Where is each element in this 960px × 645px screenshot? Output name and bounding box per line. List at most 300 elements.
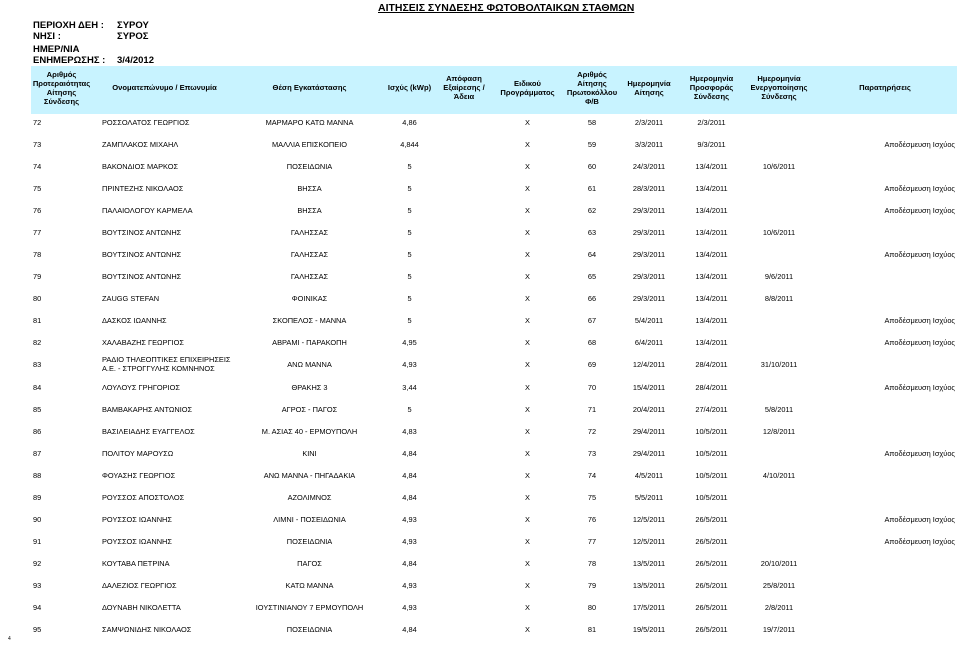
table-row xyxy=(31,467,957,483)
notes xyxy=(813,555,957,571)
offer-date: 13/4/2011 xyxy=(695,315,728,325)
notes xyxy=(813,489,957,505)
application-date: 17/5/2011 xyxy=(632,602,666,612)
activation-date: 9/6/2011 xyxy=(764,271,794,281)
header-row xyxy=(31,66,957,109)
application-date: 28/3/2011 xyxy=(632,183,666,193)
protocol-number: 60 xyxy=(587,161,597,171)
col-header-notes: Παρατηρήσεις xyxy=(813,66,957,109)
notes xyxy=(813,158,957,174)
activation-date: 31/10/2011 xyxy=(760,360,798,369)
exemption-decision xyxy=(437,401,491,417)
notes xyxy=(813,577,957,593)
application-date: 12/5/2011 xyxy=(632,536,666,546)
exemption-decision xyxy=(437,180,491,196)
special-program-mark: Χ xyxy=(525,205,530,215)
application-date: 4/5/2011 xyxy=(634,470,664,480)
col-header-protocol-number: Αριθμός Αίτησης Πρωτοκόλλου Φ/Β xyxy=(564,66,620,109)
table-row xyxy=(31,533,957,549)
activation-date xyxy=(745,445,813,461)
installation-location: ΓΑΛΗΣΣΑΣ xyxy=(290,227,329,237)
protocol-number: 61 xyxy=(587,183,597,193)
exemption-decision xyxy=(437,312,491,328)
offer-date: 10/5/2011 xyxy=(695,426,728,436)
power-kwp: 5 xyxy=(407,271,412,281)
power-kwp: 4,84 xyxy=(402,492,417,502)
installation-location: ΒΗΣΣΑ xyxy=(297,205,322,215)
applicant-name: ΛΟΥΛΟΥΣ ΓΡΗΓΟΡΙΟΣ xyxy=(102,382,180,392)
row-number: 86 xyxy=(33,426,42,436)
special-program-mark: Χ xyxy=(525,536,530,546)
installation-location: ΠΟΣΕΙΔΩΝΙΑ xyxy=(286,536,333,546)
special-program-mark: Χ xyxy=(525,580,530,590)
installation-location: Μ. ΑΣΙΑΣ 40 - ΕΡΜΟΥΠΟΛΗ xyxy=(261,426,358,436)
table-row xyxy=(31,334,957,350)
offer-date: 26/5/2011 xyxy=(695,558,728,568)
table-row xyxy=(31,489,957,505)
power-kwp: 5 xyxy=(407,161,412,171)
applicant-name: ΔΑΣΚΟΣ ΙΩΑΝΝΗΣ xyxy=(102,315,167,325)
protocol-number: 67 xyxy=(587,315,597,325)
row-number: 81 xyxy=(33,315,42,325)
activation-date xyxy=(745,489,813,505)
protocol-number: 69 xyxy=(587,360,597,369)
offer-date: 10/5/2011 xyxy=(695,448,728,458)
special-program-mark: Χ xyxy=(525,227,530,237)
installation-location: ΚΑΤΩ ΜΑΝΝΑ xyxy=(285,580,334,590)
application-date: 24/3/2011 xyxy=(632,161,666,171)
protocol-number: 58 xyxy=(587,117,597,127)
special-program-mark: Χ xyxy=(525,426,530,436)
activation-date xyxy=(745,114,813,130)
notes xyxy=(813,356,957,373)
table-row xyxy=(31,158,957,174)
installation-location: ΜΑΡΜΑΡΟ ΚΑΤΩ ΜΑΝΝΑ xyxy=(265,117,354,127)
table-row xyxy=(31,555,957,571)
installation-location: ΑΒΡΑΜΙ - ΠΑΡΑΚΟΠΗ xyxy=(272,337,347,347)
offer-date: 27/4/2011 xyxy=(695,404,728,414)
exemption-decision xyxy=(437,202,491,218)
applicant-name: ΖΑΜΠΛΑΚΟΣ ΜΙΧΑΗΛ xyxy=(102,139,179,149)
table-body xyxy=(31,114,957,637)
table-row xyxy=(31,180,957,196)
protocol-number: 77 xyxy=(587,536,597,546)
special-program-mark: Χ xyxy=(525,448,530,458)
exemption-decision xyxy=(437,224,491,240)
protocol-number: 72 xyxy=(587,426,597,436)
applicant-name: ΡΟΥΣΣΟΣ ΑΠΟΣΤΟΛΟΣ xyxy=(102,492,185,502)
application-date: 29/3/2011 xyxy=(632,249,666,259)
application-date: 12/4/2011 xyxy=(632,360,666,369)
protocol-number: 63 xyxy=(587,227,597,237)
power-kwp: 4,844 xyxy=(400,139,419,149)
offer-date: 10/5/2011 xyxy=(695,470,728,480)
power-kwp: 4,95 xyxy=(402,337,417,347)
application-date: 29/4/2011 xyxy=(632,448,666,458)
application-date: 29/4/2011 xyxy=(632,426,666,436)
table-row xyxy=(31,290,957,306)
row-number: 89 xyxy=(33,492,42,502)
row-number: 87 xyxy=(33,448,42,458)
application-date: 19/5/2011 xyxy=(632,624,666,634)
protocol-number: 73 xyxy=(587,448,597,458)
applicant-name: ΡΟΣΣΟΛΑΤΟΣ ΓΕΩΡΓΙΟΣ xyxy=(102,117,190,127)
offer-date: 13/4/2011 xyxy=(695,227,728,237)
row-number: 90 xyxy=(33,514,42,524)
power-kwp: 5 xyxy=(407,315,412,325)
island-label: ΝΗΣΙ : xyxy=(33,31,61,42)
protocol-number: 64 xyxy=(587,249,597,259)
application-date: 13/5/2011 xyxy=(632,558,666,568)
exemption-decision xyxy=(437,246,491,262)
applicant-name: ΒΟΥΤΣΙΝΟΣ ΑΝΤΩΝΗΣ xyxy=(102,271,182,281)
power-kwp: 4,84 xyxy=(402,558,417,568)
col-header-application-date: Ημερομηνία Αίτησης xyxy=(620,66,678,109)
notes: Αποδέσμευση Ισχύος xyxy=(884,448,955,458)
installation-location: ΓΑΛΗΣΣΑΣ xyxy=(290,271,329,281)
protocol-number: 66 xyxy=(587,293,597,303)
exemption-decision xyxy=(437,577,491,593)
notes: Αποδέσμευση Ισχύος xyxy=(884,337,955,347)
application-date: 29/3/2011 xyxy=(632,271,666,281)
offer-date: 26/5/2011 xyxy=(695,536,728,546)
offer-date: 13/4/2011 xyxy=(695,161,728,171)
table-row xyxy=(31,202,957,218)
row-number: 74 xyxy=(33,161,42,171)
row-number: 88 xyxy=(33,470,42,480)
notes: Αποδέσμευση Ισχύος xyxy=(884,205,955,215)
special-program-mark: Χ xyxy=(525,139,530,149)
notes xyxy=(813,268,957,284)
application-date: 20/4/2011 xyxy=(632,404,666,414)
row-number: 93 xyxy=(33,580,42,590)
special-program-mark: Χ xyxy=(525,624,530,634)
table-row xyxy=(31,136,957,152)
date-label-line2: ΕΝΗΜΕΡΩΣΗΣ : xyxy=(33,55,106,66)
installation-location: ΑΖΟΛΙΜΝΟΣ xyxy=(287,492,332,502)
power-kwp: 5 xyxy=(407,205,412,215)
notes xyxy=(813,599,957,615)
col-header-power: Ισχύς (kWp) xyxy=(382,66,437,109)
notes: Αποδέσμευση Ισχύος xyxy=(884,514,955,524)
table-row xyxy=(31,599,957,615)
table-row xyxy=(31,114,957,130)
offer-date: 13/4/2011 xyxy=(695,183,728,193)
row-number: 85 xyxy=(33,404,42,414)
applicant-name: ΒΟΥΤΣΙΝΟΣ ΑΝΤΩΝΗΣ xyxy=(102,227,182,237)
activation-date xyxy=(745,202,813,218)
power-kwp: 4,93 xyxy=(402,580,417,590)
special-program-mark: Χ xyxy=(525,602,530,612)
offer-date: 13/4/2011 xyxy=(695,337,728,347)
applicant-name: ΡΟΥΣΣΟΣ ΙΩΑΝΝΗΣ xyxy=(102,514,172,524)
application-date: 29/3/2011 xyxy=(632,205,666,215)
row-number: 77 xyxy=(33,227,42,237)
application-date: 15/4/2011 xyxy=(632,382,666,392)
application-date: 12/5/2011 xyxy=(632,514,666,524)
exemption-decision xyxy=(437,467,491,483)
installation-location: ΑΝΩ ΜΑΝΝΑ - ΠΗΓΑΔΑΚΙΑ xyxy=(263,470,356,480)
exemption-decision xyxy=(437,356,491,373)
application-date: 2/3/2011 xyxy=(634,117,664,127)
special-program-mark: Χ xyxy=(525,514,530,524)
special-program-mark: Χ xyxy=(525,404,530,414)
exemption-decision xyxy=(437,136,491,152)
protocol-number: 59 xyxy=(587,139,597,149)
notes xyxy=(813,621,957,637)
row-number: 92 xyxy=(33,558,42,568)
offer-date: 26/5/2011 xyxy=(695,580,728,590)
activation-date xyxy=(745,379,813,395)
notes: Αποδέσμευση Ισχύος xyxy=(884,382,955,392)
activation-date: 20/10/2011 xyxy=(760,558,798,568)
power-kwp: 5 xyxy=(407,183,412,193)
special-program-mark: Χ xyxy=(525,337,530,347)
exemption-decision xyxy=(437,334,491,350)
notes: Αποδέσμευση Ισχύος xyxy=(884,536,955,546)
installation-location: ΠΟΣΕΙΔΩΝΙΑ xyxy=(286,624,333,634)
activation-date xyxy=(745,533,813,549)
special-program-mark: Χ xyxy=(525,315,530,325)
installation-location: ΛΙΜΝΙ - ΠΟΣΕΙΔΩΝΙΑ xyxy=(273,514,346,524)
installation-location: ΓΑΛΗΣΣΑΣ xyxy=(290,249,329,259)
activation-date xyxy=(745,312,813,328)
application-date: 3/3/2011 xyxy=(634,139,664,149)
activation-date: 8/8/2011 xyxy=(764,293,794,303)
applicant-name: ΡΑΔΙΟ ΤΗΛΕΟΠΤΙΚΕΣ ΕΠΙΧΕΙΡΗΣΕΙΣ Α.Ε. - ΣΤΡΟΓΓΥΛΗΣ ΚΟΜΝΗΝΟΣ xyxy=(102,355,231,373)
special-program-mark: Χ xyxy=(525,161,530,171)
row-number: 95 xyxy=(33,624,42,634)
table-row xyxy=(31,577,957,593)
installation-location: ΜΑΛΛΙΑ ΕΠΙΣΚΟΠΕΙΟ xyxy=(272,139,347,149)
protocol-number: 68 xyxy=(587,337,597,347)
activation-date xyxy=(745,246,813,262)
offer-date: 13/4/2011 xyxy=(695,293,728,303)
table-row xyxy=(31,246,957,262)
protocol-number: 79 xyxy=(587,580,597,590)
activation-date: 10/6/2011 xyxy=(762,161,796,171)
special-program-mark: Χ xyxy=(525,382,530,392)
activation-date xyxy=(745,511,813,527)
applicant-name: ΧΑΛΑΒΑΖΗΣ ΓΕΩΡΓΙΟΣ xyxy=(102,337,184,347)
activation-date: 12/8/2011 xyxy=(762,426,796,436)
row-number: 84 xyxy=(33,382,42,392)
row-number: 73 xyxy=(33,139,42,149)
applicant-name: ZAUGG STEFAN xyxy=(102,293,160,303)
notes: Αποδέσμευση Ισχύος xyxy=(884,249,955,259)
installation-location: ΙΟΥΣΤΙΝΙΑΝΟΥ 7 ΕΡΜΟΥΠΟΛΗ xyxy=(255,602,364,612)
applicant-name: ΡΟΥΣΣΟΣ ΙΩΑΝΝΗΣ xyxy=(102,536,172,546)
special-program-mark: Χ xyxy=(525,470,530,480)
exemption-decision xyxy=(437,290,491,306)
table-row xyxy=(31,423,957,439)
special-program-mark: Χ xyxy=(525,360,530,369)
offer-date: 2/3/2011 xyxy=(697,117,726,127)
application-date: 13/5/2011 xyxy=(632,580,666,590)
row-number: 75 xyxy=(33,183,42,193)
special-program-mark: Χ xyxy=(525,249,530,259)
notes xyxy=(813,401,957,417)
activation-date xyxy=(745,136,813,152)
applicant-name: ΚΟΥΤΑΒΑ ΠΕΤΡΙΝΑ xyxy=(102,558,170,568)
exemption-decision xyxy=(437,511,491,527)
protocol-number: 65 xyxy=(587,271,597,281)
offer-date: 13/4/2011 xyxy=(695,271,728,281)
page-number: 4 xyxy=(8,636,11,642)
table-row xyxy=(31,268,957,284)
region-label: ΠΕΡΙΟΧΗ ΔΕΗ : xyxy=(33,20,104,31)
power-kwp: 5 xyxy=(407,293,412,303)
offer-date: 26/5/2011 xyxy=(695,624,728,634)
power-kwp: 5 xyxy=(407,404,412,414)
application-date: 5/4/2011 xyxy=(634,315,664,325)
row-number: 72 xyxy=(33,117,42,127)
special-program-mark: Χ xyxy=(525,183,530,193)
row-number: 83 xyxy=(33,360,42,369)
installation-location: ΒΗΣΣΑ xyxy=(297,183,322,193)
power-kwp: 5 xyxy=(407,227,412,237)
notes xyxy=(813,224,957,240)
row-number: 91 xyxy=(33,536,42,546)
activation-date xyxy=(745,180,813,196)
offer-date: 26/5/2011 xyxy=(695,602,728,612)
special-program-mark: Χ xyxy=(525,293,530,303)
activation-date: 4/10/2011 xyxy=(762,470,796,480)
exemption-decision xyxy=(437,379,491,395)
protocol-number: 62 xyxy=(587,205,597,215)
table-row xyxy=(31,379,957,395)
activation-date: 5/8/2011 xyxy=(764,404,794,414)
exemption-decision xyxy=(437,445,491,461)
power-kwp: 3,44 xyxy=(402,382,417,392)
offer-date: 28/4/2011 xyxy=(695,360,728,369)
activation-date xyxy=(745,334,813,350)
col-header-exemption: Απόφαση Εξαίρεσης / Άδεια xyxy=(437,66,491,109)
notes xyxy=(813,114,957,130)
document-title: ΑΙΤΗΣΕΙΣ ΣΥΝΔΕΣΗΣ ΦΩΤΟΒΟΛΤΑΙΚΩΝ ΣΤΑΘΜΩΝ xyxy=(378,2,635,14)
power-kwp: 4,93 xyxy=(402,514,417,524)
application-date: 29/3/2011 xyxy=(632,227,666,237)
update-date-block xyxy=(33,44,154,66)
row-number: 80 xyxy=(33,293,42,303)
offer-date: 13/4/2011 xyxy=(695,205,728,215)
exemption-decision xyxy=(437,489,491,505)
notes xyxy=(813,467,957,483)
installation-location: ΦΟΙΝΙΚΑΣ xyxy=(291,293,328,303)
special-program-mark: Χ xyxy=(525,271,530,281)
row-number: 76 xyxy=(33,205,42,215)
date-label-line1: ΗΜΕΡ/ΝΙΑ xyxy=(33,44,80,55)
exemption-decision xyxy=(437,533,491,549)
installation-location: ΣΚΟΠΕΛΟΣ - ΜΑΝΝΑ xyxy=(272,315,347,325)
notes xyxy=(813,423,957,439)
installation-location: ΑΓΡΟΣ - ΠΑΓΟΣ xyxy=(281,404,338,414)
row-number: 82 xyxy=(33,337,42,347)
applicant-name: ΠΑΛΑΙΟΛΟΓΟΥ ΚΑΡΜΕΛΑ xyxy=(102,205,193,215)
application-date: 29/3/2011 xyxy=(632,293,666,303)
power-kwp: 4,93 xyxy=(402,602,417,612)
power-kwp: 5 xyxy=(407,249,412,259)
special-program-mark: Χ xyxy=(525,558,530,568)
protocol-number: 80 xyxy=(587,602,597,612)
applications-table xyxy=(31,66,957,637)
exemption-decision xyxy=(437,621,491,637)
table-row xyxy=(31,356,957,373)
row-number: 79 xyxy=(33,271,42,281)
activation-date: 25/8/2011 xyxy=(762,580,796,590)
exemption-decision xyxy=(437,555,491,571)
col-header-special-program: Ειδικού Προγράμματος xyxy=(491,66,564,109)
offer-date: 28/4/2011 xyxy=(695,382,728,392)
col-header-offer-date: Ημερομηνία Προσφοράς Σύνδεσης xyxy=(678,66,745,109)
meta-block xyxy=(33,20,149,42)
protocol-number: 75 xyxy=(587,492,597,502)
activation-date: 2/8/2011 xyxy=(764,602,794,612)
power-kwp: 4,93 xyxy=(402,536,417,546)
notes: Αποδέσμευση Ισχύος xyxy=(884,315,955,325)
exemption-decision xyxy=(437,158,491,174)
activation-date: 10/6/2011 xyxy=(762,227,796,237)
table-row xyxy=(31,312,957,328)
activation-date: 19/7/2011 xyxy=(762,624,796,634)
applicant-name: ΣΑΜΨΩΝΙΔΗΣ ΝΙΚΟΛΑΟΣ xyxy=(102,624,192,634)
col-header-location: Θέση Εγκατάστασης xyxy=(237,66,382,109)
protocol-number: 76 xyxy=(587,514,597,524)
applicant-name: ΦΟΥΑΣΗΣ ΓΕΩΡΓΙΟΣ xyxy=(102,470,176,480)
exemption-decision xyxy=(437,599,491,615)
table-row xyxy=(31,401,957,417)
protocol-number: 70 xyxy=(587,382,597,392)
applicant-name: ΠΡΙΝΤΕΖΗΣ ΝΙΚΟΛΑΟΣ xyxy=(102,183,184,193)
exemption-decision xyxy=(437,114,491,130)
application-date: 6/4/2011 xyxy=(634,337,664,347)
power-kwp: 4,84 xyxy=(402,624,417,634)
protocol-number: 81 xyxy=(587,624,597,634)
table-row xyxy=(31,445,957,461)
special-program-mark: Χ xyxy=(525,117,530,127)
applicant-name: ΔΟΥΝΑΒΗ ΝΙΚΟΛΕΤΤΑ xyxy=(102,602,181,612)
power-kwp: 4,84 xyxy=(402,448,417,458)
notes: Αποδέσμευση Ισχύος xyxy=(884,183,955,193)
offer-date: 9/3/2011 xyxy=(697,139,726,149)
applicant-name: ΒΟΥΤΣΙΝΟΣ ΑΝΤΩΝΗΣ xyxy=(102,249,182,259)
power-kwp: 4,83 xyxy=(402,426,417,436)
installation-location: ΚΙΝΙ xyxy=(302,448,317,458)
table-row xyxy=(31,224,957,240)
table-row xyxy=(31,621,957,637)
offer-date: 13/4/2011 xyxy=(695,249,728,259)
notes: Αποδέσμευση Ισχύος xyxy=(884,139,955,149)
installation-location: ΠΑΓΟΣ xyxy=(297,558,322,568)
protocol-number: 71 xyxy=(587,404,597,414)
date-value: 3/4/2012 xyxy=(117,55,154,66)
protocol-number: 74 xyxy=(587,470,597,480)
col-header-priority: Αριθμός Προτεραιότητας Αίτησης Σύνδεσης xyxy=(31,66,92,109)
applicant-name: ΒΑΚΟΝΔΙΟΣ ΜΑΡΚΟΣ xyxy=(102,161,179,171)
installation-location: ΘΡΑΚΗΣ 3 xyxy=(291,382,328,392)
power-kwp: 4,86 xyxy=(402,117,417,127)
table-row xyxy=(31,511,957,527)
offer-date: 10/5/2011 xyxy=(695,492,728,502)
applicant-name: ΒΑΜΒΑΚΑΡΗΣ ΑΝΤΩΝΙΟΣ xyxy=(102,404,193,414)
applicant-name: ΔΑΛΕΖΙΟΣ ΓΕΩΡΓΙΟΣ xyxy=(102,580,177,590)
special-program-mark: Χ xyxy=(525,492,530,502)
island-value: ΣΥΡΟΣ xyxy=(117,31,149,42)
col-header-name: Ονοματεπώνυμο / Επωνυμία xyxy=(92,66,237,109)
installation-location: ΑΝΩ ΜΑΝΝΑ xyxy=(287,360,332,369)
exemption-decision xyxy=(437,423,491,439)
application-date: 5/5/2011 xyxy=(634,492,664,502)
